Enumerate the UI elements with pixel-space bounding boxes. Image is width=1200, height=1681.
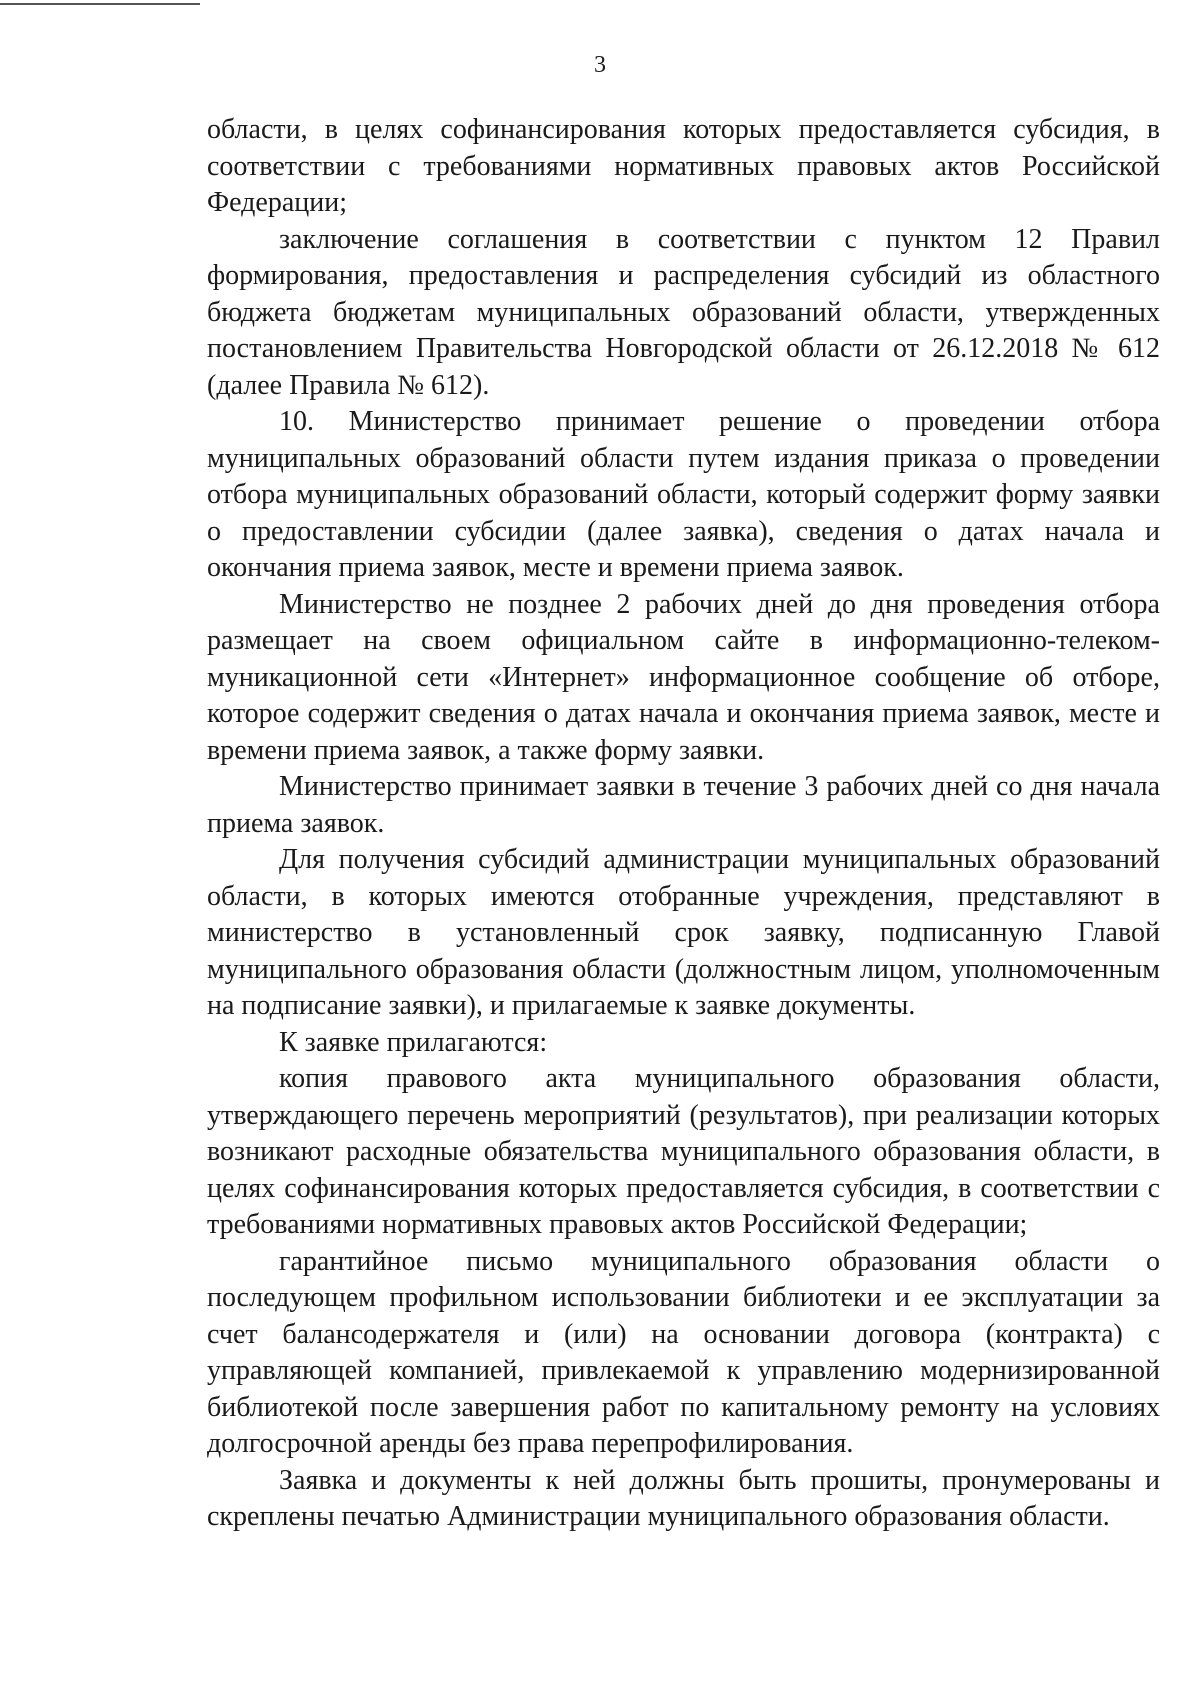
paragraph-7: К заявке прилагаются:	[279, 1026, 548, 1058]
paragraph-8: копия правового акта муниципального образования области, утверждающего перечень мероприятий (результатов), при реализации которых возникают расходные обязательства муниципального образования области, в целях софинансирования которых предоставляется субсидия, в соответствии с требованиями нормативных правовых актов Российской Федерации;	[207, 1063, 1160, 1240]
document-body	[207, 112, 1160, 1536]
paragraph-2: заключение соглашения в соответствии с пунктом 12 Правил формирования, предоставления и распределения субсидий из областного бюджета бюджетам муниципальных образований области, утвержденных постановлением Правительства Новгородской области от 26.12.2018 № 612 (далее Правила № 612).	[207, 223, 1160, 401]
paragraph-9: гарантийное письмо муниципального образования области о последующем профильном использовании библиотеки и ее эксплуатации за счет балансодержателя и (или) на основании договора (контракта) с управляющей компанией, привлекаемой к управлению модернизированной библиотекой после завершения работ по капитальному ремонту на условиях долгосрочной аренды без права перепрофилирования.	[207, 1245, 1160, 1459]
paragraph-3: 10. Министерство принимает решение о проведении отбора муниципальных образований области путем издания приказа о проведении отбора муниципальных образований области, который содержит форму заявки о предоставлении субсидии (далее заявка), сведения о датах начала и окончания приема заявок, месте и времени приема заявок.	[207, 406, 1160, 583]
paragraph-10: Заявка и документы к ней должны быть прошиты, пронумерованы и скреплены печатью Администрации муниципального образования области.	[207, 1464, 1160, 1532]
scan-edge-mark	[0, 3, 200, 5]
paragraph-4: Министерство не позднее 2 рабочих дней до дня проведения отбора размещает на своем официальном сайте в информационно-телеком-муникационной сети «Интернет» информационное сообщение об отборе, которое содержит сведения о датах начала и окончания приема заявок, месте и времени приема заявок, а также форму заявки.	[207, 588, 1160, 766]
paragraph-5: Министерство принимает заявки в течение 3 рабочих дней со дня начала приема заявок.	[207, 771, 1160, 839]
paragraph-6: Для получения субсидий администрации муниципальных образований области, в которых имеются отобранные учреждения, представляют в министерство в установленный срок заявку, подписанную Главой муниципального образования области (должностным лицом, уполномоченным на подписание заявки), и прилагаемые к заявке документы.	[207, 844, 1160, 1021]
page-number: 3	[594, 52, 606, 78]
paragraph-1: области, в целях софинансирования которых предоставляется субсидия, в соответствии с требованиями нормативных правовых актов Российской Федерации;	[207, 114, 1160, 218]
